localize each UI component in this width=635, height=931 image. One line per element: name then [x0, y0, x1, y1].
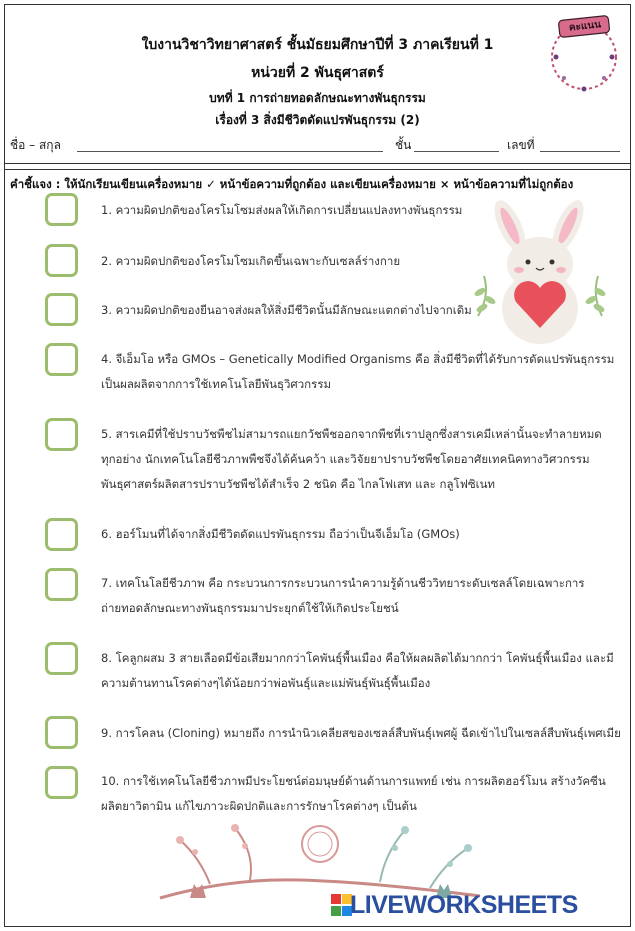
question-line: 9. การโคลน (Cloning) หมายถึง การนำนิวเคลียสของเซลล์สืบพันธุ์เพศผู้ ฉีดเข้าไปในเซลล์สืบพันธุ์เพศเมีย [101, 726, 621, 740]
name-field[interactable] [77, 151, 383, 152]
question-1 [101, 198, 621, 223]
answer-box-8[interactable] [45, 642, 78, 675]
question-9 [101, 721, 621, 746]
number-field[interactable] [540, 151, 620, 152]
logo-square-icon [331, 894, 341, 904]
name-label: ชื่อ – สกุล [10, 138, 61, 152]
answer-box-6[interactable] [45, 518, 78, 551]
question-3 [101, 298, 621, 323]
question-4 [101, 347, 621, 397]
class-label: ชั้น [395, 138, 412, 152]
question-2 [101, 249, 621, 274]
question-line: 6. ฮอร์โมนที่ได้จากสิ่งมีชีวิตดัดแปรพันธุกรรม ถือว่าเป็นจีเอ็มโอ (GMOs) [101, 527, 460, 541]
header-divider-inner [4, 169, 631, 170]
logo-square-icon [331, 906, 341, 916]
question-10 [101, 769, 621, 819]
score-label: คะแนน [568, 19, 602, 34]
question-line: ผลิตยาวิตามิน แก้ไขภาวะผิดปกติและการรักษาโรคต่างๆ เป็นต้น [101, 799, 417, 813]
question-line: 5. สารเคมีที่ใช้ปราบวัชพืชไม่สามารถแยกวัชพืชออกจากพืชที่เราปลูกซึ่งสารเคมีเหล่านั้นจะทำลายหมด [101, 427, 602, 441]
number-label: เลขที่ [507, 138, 535, 152]
worksheet-title: ใบงานวิชาวิทยาศาสตร์ ชั้นมัธยมศึกษาปีที่ 3 ภาคเรียนที่ 1 [141, 37, 494, 53]
question-7 [101, 571, 621, 621]
answer-box-9[interactable] [45, 716, 78, 749]
instructions: คำชี้แจง : ให้นักเรียนเขียนเครื่องหมาย ✓ หน้าข้อความที่ถูกต้อง และเขียนเครื่องหมาย × หน้าข้อความที่ไม่ถูกต้อง [10, 177, 574, 191]
answer-box-2[interactable] [45, 244, 78, 277]
question-line: 10. การใช้เทคโนโลยีชีวภาพมีประโยชน์ต่อมนุษย์ด้านด้านการแพทย์ เช่น การผลิตฮอร์โมน สร้างวัคซีน [101, 774, 606, 788]
question-line: 7. เทคโนโลยีชีวภาพ คือ กระบวนการกระบวนการนำความรู้ด้านชีววิทยาระดับเซลล์โดยเฉพาะการ [101, 576, 585, 590]
liveworksheets-brand[interactable]: LIVEWORKSHEETS [350, 891, 578, 919]
question-line: ถ่ายทอดลักษณะทางพันธุกรรมมาประยุกต์ใช้ให้เกิดประโยชน์ [101, 601, 399, 615]
unit-title: หน่วยที่ 2 พันธุศาสตร์ [251, 65, 384, 81]
answer-box-1[interactable] [45, 193, 78, 226]
question-line: 2. ความผิดปกติของโครโมโซมเกิดขึ้นเฉพาะกับเซลล์ร่างกาย [101, 254, 401, 268]
answer-box-4[interactable] [45, 343, 78, 376]
answer-box-5[interactable] [45, 418, 78, 451]
question-line: ทุกอย่าง นักเทคโนโลยีชีวภาพพืชจึงได้ค้นคว้า และวิจัยยาปราบวัชพืชโดยอาศัยเทคนิคทางวิศวกรรม [101, 452, 590, 466]
question-line: พันธุศาสตร์ผลิตสารปราบวัชพืชได้สำเร็จ 2 ชนิด คือ ไกลโฟเสท และ กลูโฟซิเนท [101, 477, 496, 491]
question-6 [101, 522, 621, 547]
class-field[interactable] [414, 151, 499, 152]
question-line: ความต้านทานโรคต่างๆได้น้อยกว่าพ่อพันธุ์และแม่พันธุ์พันธุ์พื้นเมือง [101, 676, 431, 690]
question-line: 1. ความผิดปกติของโครโมโซมส่งผลให้เกิดการเปลี่ยนแปลงทางพันธุกรรม [101, 203, 463, 217]
topic-title: เรื่องที่ 3 สิ่งมีชีวิตดัดแปรพันธุกรรม (2) [215, 113, 420, 127]
chapter-title: บทที่ 1 การถ่ายทอดลักษณะทางพันธุกรรม [209, 91, 426, 105]
question-line: 4. จีเอ็มโอ หรือ GMOs – Genetically Modified Organisms คือ สิ่งมีชีวิตที่ได้รับการดัดแปรพันธุกรรม [101, 352, 615, 366]
question-5 [101, 422, 621, 497]
score-badge [543, 14, 625, 96]
question-line: 3. ความผิดปกติของยีนอาจส่งผลให้สิ่งมีชีวิตนั้นมีลักษณะแตกต่างไปจากเดิม [101, 303, 472, 317]
answer-box-7[interactable] [45, 568, 78, 601]
question-line: 8. โคลูกผสม 3 สายเลือดมีข้อเสียมากกว่าโคพันธุ์พื้นเมือง คือให้ผลผลิตได้มากกว่า โคพันธุ์พื้นเมือง และมี [101, 651, 614, 665]
header-divider [4, 163, 631, 164]
question-line: เป็นผลผลิตจากการใช้เทคโนโลยีพันธุวิศวกรรม [101, 377, 332, 391]
question-8 [101, 646, 621, 696]
answer-box-3[interactable] [45, 293, 78, 326]
answer-box-10[interactable] [45, 766, 78, 799]
